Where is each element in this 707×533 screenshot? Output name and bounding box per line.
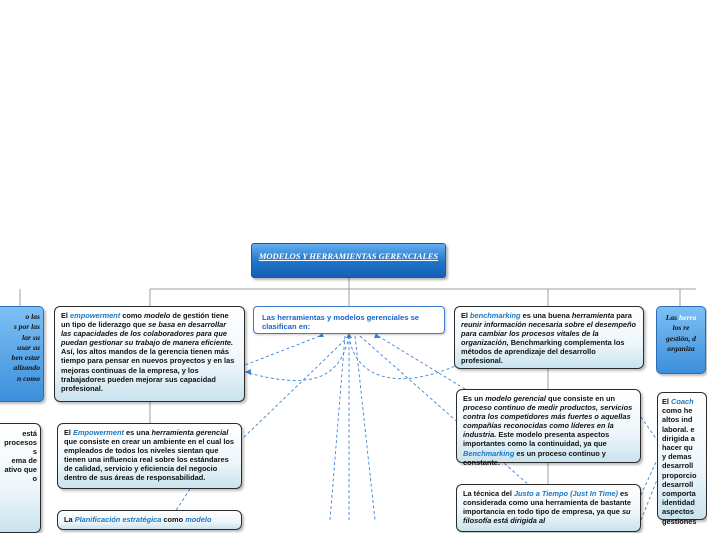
text-run: para xyxy=(614,311,632,320)
italic-term: herramienta gerencial xyxy=(151,428,229,437)
left-white-node[interactable] xyxy=(0,423,41,533)
text-line: gestiones xyxy=(662,516,697,526)
italic-term: su filosofía está dirigida al xyxy=(463,507,631,526)
text-run: La xyxy=(64,515,75,524)
text-run: como xyxy=(161,515,186,524)
text-line: desarroll xyxy=(662,479,694,489)
text-run: es una xyxy=(123,428,152,437)
text-run: Este modelo presenta aspectos importantes como la continuidad, ya que xyxy=(463,430,610,449)
dashed-link-12 xyxy=(641,460,657,495)
text-run: es una buena xyxy=(520,311,572,320)
text-run: La técnica del xyxy=(463,489,514,498)
highlight-term: Benchmarking xyxy=(463,448,515,458)
highlight-term: Coach xyxy=(671,397,694,406)
text-line: ema de xyxy=(11,456,37,466)
text-run: de gestión tiene un tipo de liderazgo que xyxy=(61,311,229,330)
highlight-term: benchmarking xyxy=(470,311,521,320)
text-line: organiza xyxy=(667,343,695,353)
italic-term: reunir información necesaria sobre el desempeño para cambiar los procesos vitales de la organización, xyxy=(461,320,636,348)
text-run: Así, los altos mandos de la gerencia tienen más tiempo para pensar en nuevos proyectos y en las mejoras continuas de la empresa, y los trabajadores pueden mejorar sus capacidad profesional. xyxy=(61,347,235,393)
text-line: s xyxy=(32,447,37,457)
text-line: como he xyxy=(662,406,693,416)
text-run: El xyxy=(61,311,71,320)
italic-term: modelo gerencial xyxy=(485,394,546,403)
text-line: hacer qu xyxy=(662,443,693,453)
empowerment-definition-node[interactable] xyxy=(54,306,245,402)
highlight-term: modelo xyxy=(185,515,212,524)
italic-term: proceso continuo de medir productos, servicios contra los competidores más fuertes o aquellas compañías reconocidas como líderes en la industria. xyxy=(463,403,633,440)
text-line: o xyxy=(32,474,37,484)
highlight-term: Planificación estratégica xyxy=(74,515,162,524)
highlight-term: Empowerment xyxy=(73,428,124,437)
empowerment-tool-node[interactable] xyxy=(57,423,242,489)
italic-term: se basa en desarrollar las capacidades de los colaboradores para que puedan gestionar su trabajo de manera eficiente. xyxy=(61,320,234,348)
text-line: laboral. e xyxy=(662,424,695,434)
text-run: es un proceso continuo y constante. xyxy=(463,448,606,467)
text-line: o las xyxy=(25,312,40,321)
text-line: altos ind xyxy=(662,415,693,425)
text-run: que consiste en un xyxy=(545,394,615,403)
dashed-link-1 xyxy=(245,336,349,380)
central-node[interactable] xyxy=(253,306,445,334)
text-line xyxy=(659,313,703,323)
text-line: aspectos xyxy=(662,507,695,517)
left-blue-node[interactable] xyxy=(0,306,44,402)
text-line: n como xyxy=(17,373,40,383)
text-line: comporta xyxy=(662,489,696,499)
text-run: Benchmarking complementa los métodos de aprendizaje del desarrollo profesional. xyxy=(461,338,625,366)
text-run: es considerada como una herramienta de bastante importancia en todo tipo de empresa, ya que xyxy=(463,489,631,517)
text-line: usar su xyxy=(16,342,40,352)
text-line: s por las xyxy=(13,322,40,332)
arrowhead-4 xyxy=(245,369,251,375)
text-run: como xyxy=(120,311,144,320)
coaching-node[interactable] xyxy=(657,392,707,526)
right-blue-node[interactable] xyxy=(656,306,706,374)
text-line: desarroll xyxy=(662,461,694,471)
text-line: ben estar xyxy=(11,353,40,363)
dashed-link-10 xyxy=(175,489,190,512)
text-line: identidad xyxy=(662,498,695,508)
root-title: MODELOS Y HERRAMIENTAS GERENCIALES xyxy=(258,251,439,261)
text-line: lar su xyxy=(22,332,40,342)
italic-term: modelo xyxy=(143,311,171,320)
text-run: Las xyxy=(665,313,679,322)
text-run: Es un xyxy=(463,394,486,403)
dashed-link-2 xyxy=(349,336,455,379)
text-line: los re xyxy=(672,323,690,333)
highlight-term: empowerment xyxy=(70,311,121,320)
dashed-link-11 xyxy=(641,417,657,440)
text-line: proporcio xyxy=(662,470,697,480)
text-line: procesos xyxy=(4,438,37,448)
central-text: Las herramientas y modelos gerenciales se clasifican en: xyxy=(262,313,420,331)
highlight-term: herra xyxy=(678,313,697,322)
dashed-link-3 xyxy=(245,336,320,365)
text-line: gestión, d xyxy=(666,333,696,343)
just-in-time-node[interactable] xyxy=(456,484,641,532)
root-node[interactable] xyxy=(251,243,446,278)
text-run: El xyxy=(64,428,74,437)
text-line: está xyxy=(22,429,37,438)
text-line: y demas xyxy=(662,452,692,462)
text-line: ativo que xyxy=(4,465,37,475)
text-line: dirigida a xyxy=(662,433,695,443)
text-run: El xyxy=(461,311,471,320)
text-run: El xyxy=(662,397,672,406)
planificacion-node[interactable] xyxy=(57,510,242,530)
dashed-link-13 xyxy=(641,480,657,520)
benchmarking-model-node[interactable] xyxy=(456,389,641,467)
benchmarking-definition-node[interactable] xyxy=(454,306,644,369)
dashed-link-4 xyxy=(241,336,349,440)
dashed-link-9 xyxy=(355,336,375,520)
text-line: alizando xyxy=(13,363,40,373)
italic-term: herramienta xyxy=(571,311,615,320)
text-run: que consiste en crear un ambiente en el cual los empleados de todos los niveles sientan que tienen una influencia real sobre los estándares de calidad, servicio y eficiencia del negocio dentro de sus áreas de responsabilidad. xyxy=(64,437,235,483)
highlight-term: Justo a Tiempo (Just In Time) xyxy=(513,489,618,498)
text-line xyxy=(662,397,702,406)
